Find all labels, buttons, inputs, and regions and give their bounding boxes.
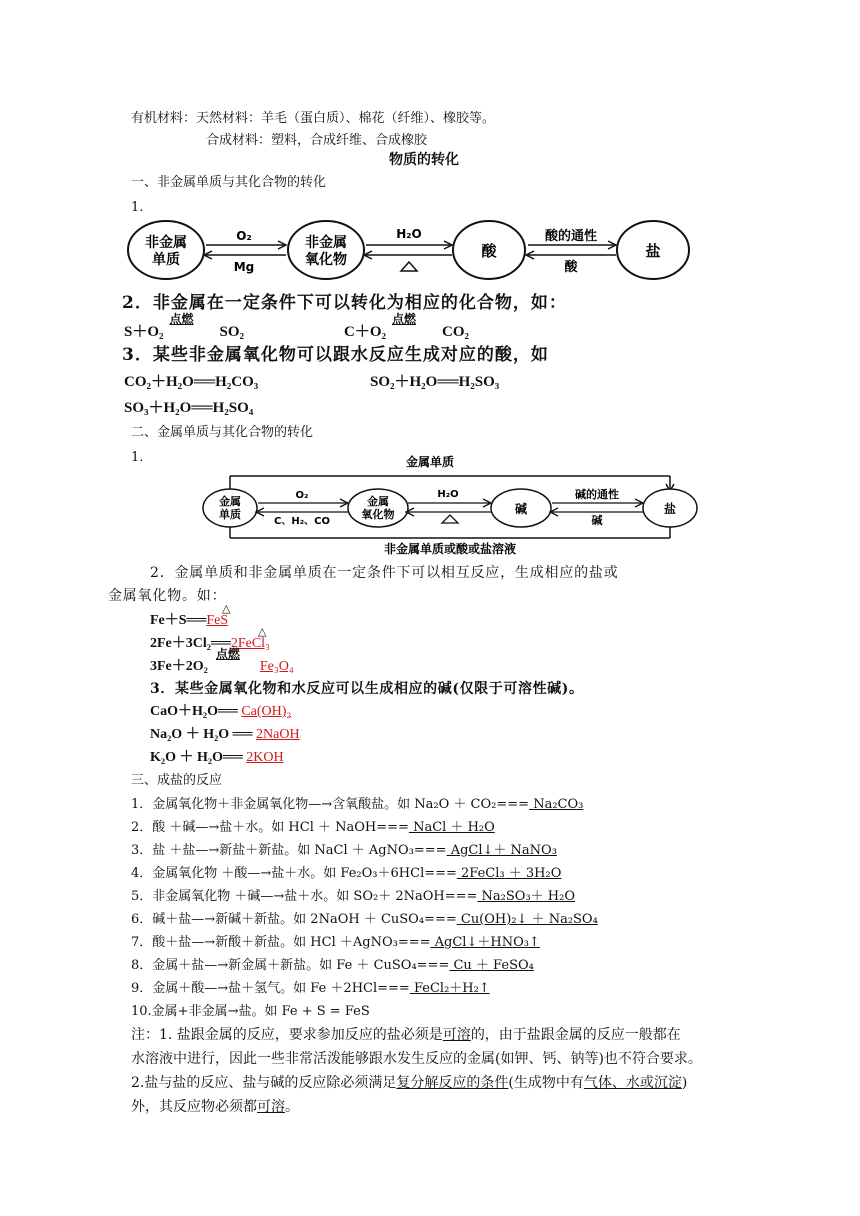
section2-heading: 二、金属单质与其化合物的转化 [131,425,314,440]
section1-item1: 1. [131,200,144,215]
eq2-condition: 点燃 [392,312,417,326]
heat-triangle-icon [401,262,417,271]
metal-node-label-4: 盐 [663,502,677,516]
metal-node-label-3: 碱 [514,502,528,516]
eq1-left: S＋O₂ [124,324,164,340]
equation-fe-s [150,603,231,628]
e6-answer: 2KOH [246,750,284,765]
salt-reaction-2: 2．酸 ＋碱—→盐＋水。如 HCl ＋ NaOH=== NaCl ＋ H₂O [131,820,495,835]
node-label-1a: 非金属 [145,235,187,251]
salt-reaction-1: 1．金属氧化物＋非金属氧化物—→含氧酸盐。如 Na₂O ＋ CO₂=== Na₂CO₃ [131,797,584,812]
equation-fe-cl2 [150,626,270,651]
node-label-1b: 单质 [152,252,180,268]
eq1-right: SO₂ [219,324,245,340]
e4-answer: Ca(OH)₂ [241,704,292,719]
arrow1-top-label: O₂ [236,229,252,243]
metal-arrow1-bottom: C、H₂、CO [274,516,330,527]
salt-reaction-8: 8．金属＋盐—→新金属＋新盐。如 Fe ＋ CuSO₄=== Cu ＋ FeSO₄ [131,958,534,973]
salt-reaction-3: 3．盐 ＋盐—→新盐＋新盐。如 NaCl ＋ AgNO₃=== AgCl↓＋ NaNO₃ [131,843,557,858]
heat-triangle-icon-2 [442,515,458,523]
equation-so2-h2o: SO₂＋H₂O══H₂SO₃ [370,374,500,390]
equation-so3-h2o: SO₃＋H₂O══H₂SO₄ [124,400,254,416]
node-label-2a: 非金属 [305,235,347,251]
salt-reaction-7: 7．酸＋盐—→新酸＋新盐。如 HCl ＋AgNO₃=== AgCl↓＋HNO₃↑ [131,935,540,950]
eq2-left: C＋O₂ [344,324,386,340]
e3-left: 3Fe＋2O₂ [150,659,208,674]
arrow1-bottom-label: Mg [233,260,255,274]
e1-left: Fe＋S══ [150,613,207,628]
e2-left: 2Fe＋3Cl₂══ [150,636,231,651]
page-title: 物质的转化 [389,152,459,168]
node-label-4: 盐 [645,242,661,260]
section2-point2a: 2．金属单质和非金属单质在一定条件下可以相互反应，生成相应的盐或 [150,565,619,581]
equation-c-o2 [344,312,469,340]
salt-reaction-5: 5．非金属氧化物 ＋碱—→盐＋水。如 SO₂＋ 2NaOH=== Na₂SO₃＋ H₂O [131,889,575,904]
equation-cao-h2o [150,705,291,719]
metal-arrow3-bottom: 碱 [591,514,603,527]
section3-heading: 三、成盐的反应 [131,773,223,788]
eq1-condition: 点燃 [169,312,194,326]
section1-point2: 2．非金属在一定条件下可以转化为相应的化合物，如： [122,293,567,313]
organic-line-2: 合成材料：塑料，合成纤维、合成橡胶 [206,133,428,148]
e5-left: Na₂O ＋ H₂O ══ [150,727,253,742]
eq2-right: CO₂ [442,324,469,340]
metal-node-label-2b: 氧化物 [361,508,395,521]
metal-node-label-1a: 金属 [219,495,241,508]
node-label-3: 酸 [481,242,497,260]
arrow2-top-label: H₂O [396,227,422,241]
heat-triangle-icon-4: △ [258,626,267,638]
diagram-top-label: 金属单质 [405,455,455,469]
metal-transformation-diagram [200,452,700,560]
salt-reaction-10: 10.金属+非金属→盐。如 Fe + S = FeS [131,1004,370,1019]
diagram-bottom-label: 非金属单质或酸或盐溶液 [383,542,517,556]
note-2-line-2: 外，其反应物必须都可溶。 [131,1099,299,1115]
salt-reaction-6: 6．碱＋盐—→新碱＋新盐。如 2NaOH ＋ CuSO₄=== Cu(OH)₂↓ ＋ Na₂SO₄ [131,912,598,927]
section1-heading: 一、非金属单质与其化合物的转化 [131,175,327,190]
e2-answer: 2FeCl₃ [230,636,270,651]
e3-answer: Fe₃O₄ [259,659,294,674]
equation-na2o-h2o [150,728,300,742]
section1-point3: 3．某些非金属氧化物可以跟水反应生成对应的酸，如 [122,345,549,365]
metal-node-label-2a: 金属 [367,495,389,508]
equation-s-o2 [124,312,245,340]
e3-condition: 点燃 [215,647,240,661]
section2-point3: 3．某些金属氧化物和水反应可以生成相应的碱(仅限于可溶性碱)。 [150,681,584,697]
node-label-2b: 氧化物 [305,252,347,268]
metal-node-label-1b: 单质 [219,508,241,521]
section2-item1: 1. [131,450,144,465]
section2-point2b: 金属氧化物。如： [108,588,227,604]
metal-arrow1-top: O₂ [295,490,309,501]
heat-triangle-icon-3: △ [222,603,231,615]
arrow3-top-label: 酸的通性 [544,229,598,244]
e5-answer: 2NaOH [256,727,300,742]
e6-left: K₂O ＋ H₂O══ [150,750,243,765]
note-1-line-1: 注：1. 盐跟金属的反应，要求参加反应的盐必须是可溶的，由于盐跟金属的反应一般都在 [131,1027,681,1043]
metal-arrow2-top: H₂O [437,489,459,500]
equation-co2-h2o: CO₂＋H₂O══H₂CO₃ [124,374,259,390]
equation-fe-o2 [150,647,294,674]
e4-left: CaO＋H₂O══ [150,704,238,719]
note-1-line-2: 水溶液中进行，因此一些非常活泼能够跟水发生反应的金属(如钾、钙、钠等)也不符合要求。 [131,1051,702,1067]
organic-line-1: 有机材料：天然材料：羊毛（蛋白质）、棉花（纤维）、橡胶等。 [131,111,496,126]
note-2-line-1: 2.盐与盐的反应、盐与碱的反应除必须满足复分解反应的条件(生成物中有气体、水或沉淀) [131,1075,688,1091]
e1-answer: FeS [206,613,229,628]
equation-k2o-h2o [150,751,284,765]
nonmetal-transformation-diagram [126,218,696,280]
salt-reaction-4: 4．金属氧化物 ＋酸—→盐＋水。如 Fe₂O₃＋6HCl=== 2FeCl₃ ＋ 3H₂O [131,866,562,881]
arrow3-bottom-label: 酸 [564,260,578,275]
salt-reaction-9: 9．金属＋酸—→盐＋氢气。如 Fe ＋2HCl=== FeCl₂＋H₂↑ [131,981,490,996]
metal-arrow3-top: 碱的通性 [575,488,619,501]
